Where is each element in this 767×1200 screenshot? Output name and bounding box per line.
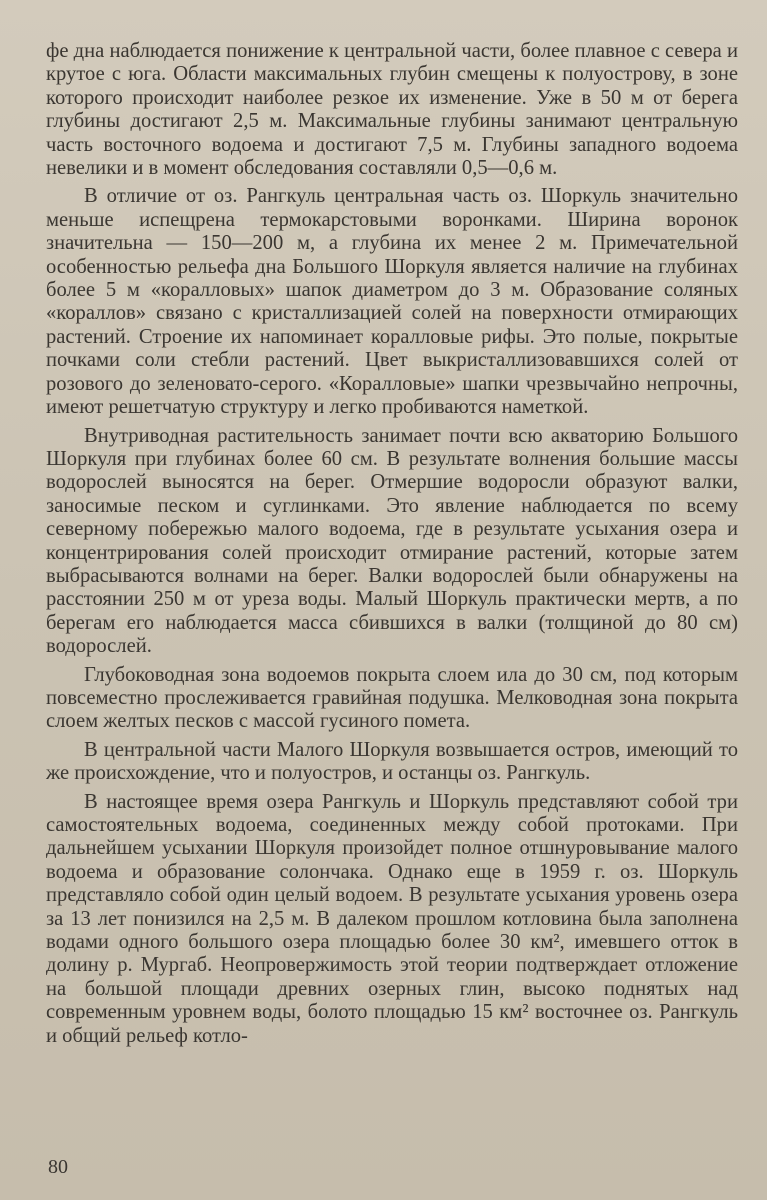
paragraph-5: В центральной части Малого Шоркуля возвышается остров, имеющий то же происхождение, что и полуостров, и останцы оз. Рангкуль.	[46, 738, 738, 785]
paragraph-3: Внутриводная растительность занимает почти всю акваторию Большого Шоркуля при глубинах более 60 см. В результате волнения большие массы водорослей выносятся на берег. Отмершие водоросли образуют валки, заносимые песком и суглинками. Это явление наблюдается по всему северному побережью малого водоема, где в результате усыхания озера и концентрирования солей происходит отмирание растений, которые затем выбрасываются волнами на берег. Валки водорослей были обнаружены на расстоянии 250 м от уреза воды. Малый Шоркуль практически мертв, а по берегам его наблюдается масса сбившихся в валки (толщиной до 80 см) водорослей.	[46, 424, 738, 658]
paragraph-4: Глубоководная зона водоемов покрыта слоем ила до 30 см, под которым повсеместно прослеживается гравийная подушка. Мелководная зона покрыта слоем желтых песков с массой гусиного помета.	[46, 663, 738, 733]
paragraph-1: фе дна наблюдается понижение к центральной части, более плавное с севера и крутое с юга. Области максимальных глубин смещены к полуострову, в зоне которого происходит наиболее резкое их изменение. Уже в 50 м от берега глубины достигают 2,5 м. Максимальные глубины занимают центральную часть восточного водоема и достигают 7,5 м. Глубины западного водоема невелики и в момент обследования составляли 0,5—0,6 м.	[46, 40, 738, 180]
body-text	[46, 40, 738, 1053]
paragraph-6: В настоящее время озера Рангкуль и Шоркуль представляют собой три самостоятельных водоема, соединенных между собой протоками. При дальнейшем усыхании Шоркуля произойдет полное отшнуровывание малого водоема и образование солончака. Однако еще в 1959 г. оз. Шоркуль представляло собой один целый водоем. В результате усыхания уровень озера за 13 лет понизился на 2,5 м. В далеком прошлом котловина была заполнена водами одного большого озера площадью более 30 км², имевшего отток в долину р. Мургаб. Неопровержимость этой теории подтверждает отложение на большой площади древних озерных глин, высоко поднятых над современным уровнем воды, болото площадью 15 км² восточнее оз. Рангкуль и общий рельеф котло-	[46, 790, 738, 1047]
paragraph-2: В отличие от оз. Рангкуль центральная часть оз. Шоркуль значительно меньше испещрена термокарстовыми воронками. Ширина воронок значительна — 150—200 м, а глубина их менее 2 м. Примечательной особенностью рельефа дна Большого Шоркуля является наличие на глубинах более 5 м «коралловых» шапок диаметром до 3 м. Образование соляных «кораллов» связано с кристаллизацией солей на поверхности отмирающих растений. Строение их напоминает коралловые рифы. Это полые, покрытые почками соли стебли растений. Цвет выкристаллизовавшихся солей от розового до зеленовато-серого. «Коралловые» шапки чрезвычайно непрочны, имеют решетчатую структуру и легко пробиваются наметкой.	[46, 185, 738, 419]
page-number: 80	[48, 1156, 68, 1178]
